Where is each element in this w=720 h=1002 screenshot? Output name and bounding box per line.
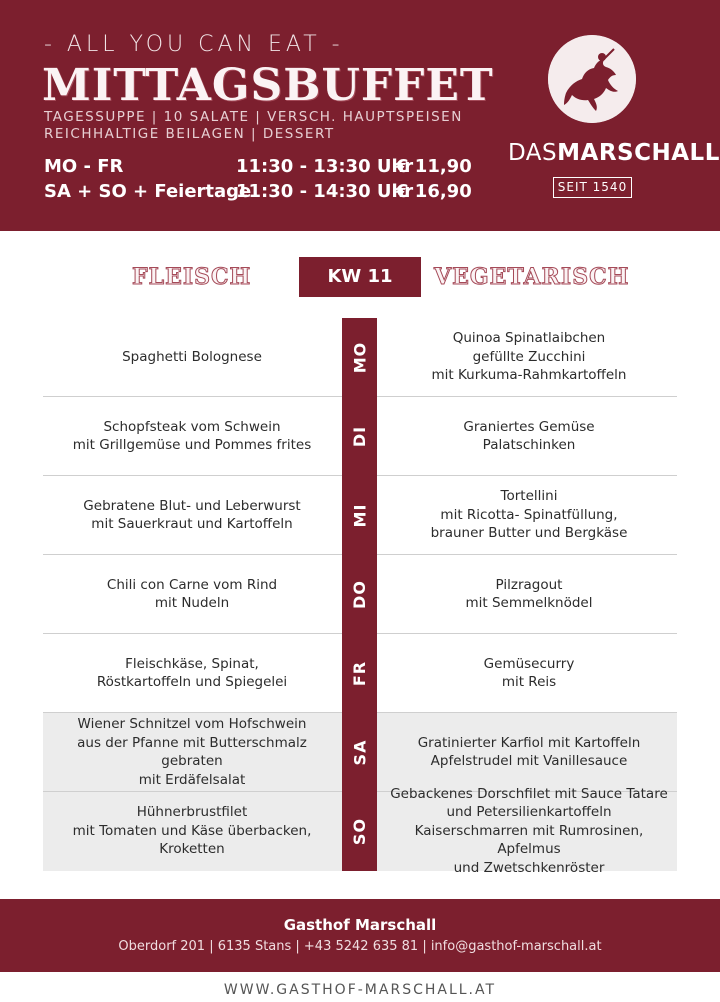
buffet-includes-line-2: REICHHALTIGE BEILAGEN | DESSERT [44, 126, 335, 142]
dish-line: Tortellini [500, 488, 558, 505]
day-label: SA [350, 739, 369, 766]
meat-dish [43, 634, 341, 712]
dish-line: brauner Butter und Bergkäse [430, 525, 628, 542]
veg-dish [381, 318, 677, 396]
dish-line: mit Grillgemüse und Pommes frites [72, 437, 312, 453]
dish-line: mit Semmelknödel [465, 595, 593, 611]
menu-row-so [43, 785, 677, 876]
veg-dish-text [484, 655, 575, 692]
day-marker [342, 555, 377, 634]
dish-line: Apfelstrudel mit Vanillesauce [430, 753, 628, 769]
dish-line: und Petersilienkartoffeln [446, 804, 612, 821]
dish-line: Röstkartoffeln und Spiegelei [96, 674, 288, 690]
veg-dish [381, 476, 677, 554]
tagline: - ALL YOU CAN EAT - [44, 32, 344, 57]
dish-line: mit Ricotta- Spinatfüllung, [440, 506, 618, 523]
price-days: MO - FR [44, 156, 124, 177]
weekly-menu-table [43, 318, 677, 876]
meat-dish-text [83, 497, 300, 534]
dish-line: Kroketten [159, 841, 225, 858]
website-link[interactable]: WWW.GASTHOF-MARSCHALL.AT [223, 982, 497, 998]
meat-dish [43, 713, 341, 791]
meat-dish [43, 476, 341, 554]
price-amount: € 16,90 [396, 181, 472, 202]
meat-dish-text [49, 715, 335, 789]
price-time: 11:30 - 14:30 Uhr [236, 181, 414, 202]
brand-name [508, 140, 720, 166]
header-banner [0, 0, 720, 231]
day-marker [342, 792, 377, 871]
menu-row-mi [43, 476, 677, 555]
dish-line: Chili con Carne vom Rind [106, 576, 278, 593]
dish-line: Pilzragout [495, 576, 563, 593]
veg-column-heading: VEGETARISCH [434, 264, 630, 290]
dish-line: mit Tomaten und Käse überbacken, [72, 822, 312, 839]
veg-dish-text [432, 329, 627, 385]
dish-line: Schopfsteak vom Schwein [103, 418, 281, 435]
day-label: MO [350, 341, 369, 374]
meat-dish [43, 792, 341, 870]
meat-dish [43, 555, 341, 633]
day-label: FR [350, 660, 369, 687]
dish-line: mit Reis [501, 674, 557, 690]
dish-line: mit Sauerkraut und Kartoffeln [91, 516, 293, 532]
dish-line: Kaiserschmarren mit Rumrosinen, Apfelmus [414, 822, 644, 858]
menu-row-di [43, 397, 677, 476]
meat-dish-text [122, 348, 262, 367]
dish-line: Gratinierter Karfiol mit Kartoffeln [417, 734, 641, 751]
dish-line: Gebackenes Dorschfilet mit Sauce Tatare [390, 785, 668, 802]
dish-line: aus der Pfanne mit Butterschmalz gebraten [77, 734, 307, 769]
dish-line: mit Erdäfelsalat [138, 771, 246, 788]
dish-line: Hühnerbrustfilet [136, 804, 248, 821]
dish-line: Fleischkäse, Spinat, [125, 655, 259, 672]
veg-dish-text [431, 487, 628, 543]
meat-dish-text [73, 803, 312, 859]
dish-line: Wiener Schnitzel vom Hofschwein [77, 716, 307, 732]
meat-column-heading: FLEISCH [132, 264, 252, 290]
veg-dish [381, 397, 677, 475]
menu-row-sa [43, 713, 677, 792]
dish-line: Gebratene Blut- und Leberwurst [83, 497, 301, 514]
dish-line: gefüllte Zucchini [472, 348, 586, 365]
horse-rider-icon [548, 35, 636, 123]
meat-dish-text [107, 576, 277, 613]
veg-dish-text [463, 418, 594, 455]
dish-line: Graniertes Gemüse [463, 418, 595, 435]
brand-name-prefix: DAS [508, 140, 558, 166]
buffet-includes-line-1: TAGESSUPPE | 10 SALATE | VERSCH. HAUPTSPEISEN [44, 109, 463, 125]
menu-row-do [43, 555, 677, 634]
price-time: 11:30 - 13:30 Uhr [236, 156, 414, 177]
menu-row-mo [43, 318, 677, 397]
page-title: MITTAGSBUFFET [42, 60, 494, 111]
meat-dish-text [73, 418, 311, 455]
dish-line: mit Kurkuma-Rahmkartoffeln [431, 367, 627, 384]
footer-name: Gasthof Marschall [283, 916, 437, 934]
since-badge: SEIT 1540 [553, 177, 632, 198]
price-amount: € 11,90 [396, 156, 472, 177]
week-badge: KW 11 [299, 257, 421, 297]
meat-dish [43, 397, 341, 475]
veg-dish [381, 634, 677, 712]
dish-line: Gemüsecurry [483, 655, 575, 672]
day-marker [342, 397, 377, 476]
price-row-weekend [44, 181, 472, 205]
footer [0, 899, 720, 972]
day-marker [342, 713, 377, 792]
veg-dish-text [387, 785, 671, 878]
day-marker [342, 476, 377, 555]
dish-line: und Zwetschkenröster [453, 859, 605, 876]
day-marker [342, 318, 377, 397]
meat-dish [43, 318, 341, 396]
veg-dish-text [466, 576, 593, 613]
footer-contact: Oberdorf 201 | 6135 Stans | +43 5242 635 81 | info@gasthof-marschall.at [118, 939, 602, 954]
veg-dish [381, 713, 677, 791]
dish-line: mit Nudeln [154, 595, 230, 611]
day-label: MI [350, 503, 369, 528]
brand-name-main: MARSCHALL [557, 140, 720, 166]
day-label: DO [349, 580, 369, 609]
veg-dish [381, 785, 677, 876]
day-marker [342, 634, 377, 713]
veg-dish-text [418, 734, 641, 771]
menu-row-fr [43, 634, 677, 713]
meat-dish-text [97, 655, 287, 692]
day-label: SO [350, 817, 369, 846]
dish-line: Quinoa Spinatlaibchen [452, 330, 606, 347]
dish-line: Palatschinken [482, 437, 576, 453]
veg-dish [381, 555, 677, 633]
dish-line: Spaghetti Bolognese [122, 348, 262, 365]
price-row-weekday [44, 156, 472, 180]
price-days: SA + SO + Feiertage [44, 181, 252, 202]
day-label: DI [349, 425, 369, 448]
